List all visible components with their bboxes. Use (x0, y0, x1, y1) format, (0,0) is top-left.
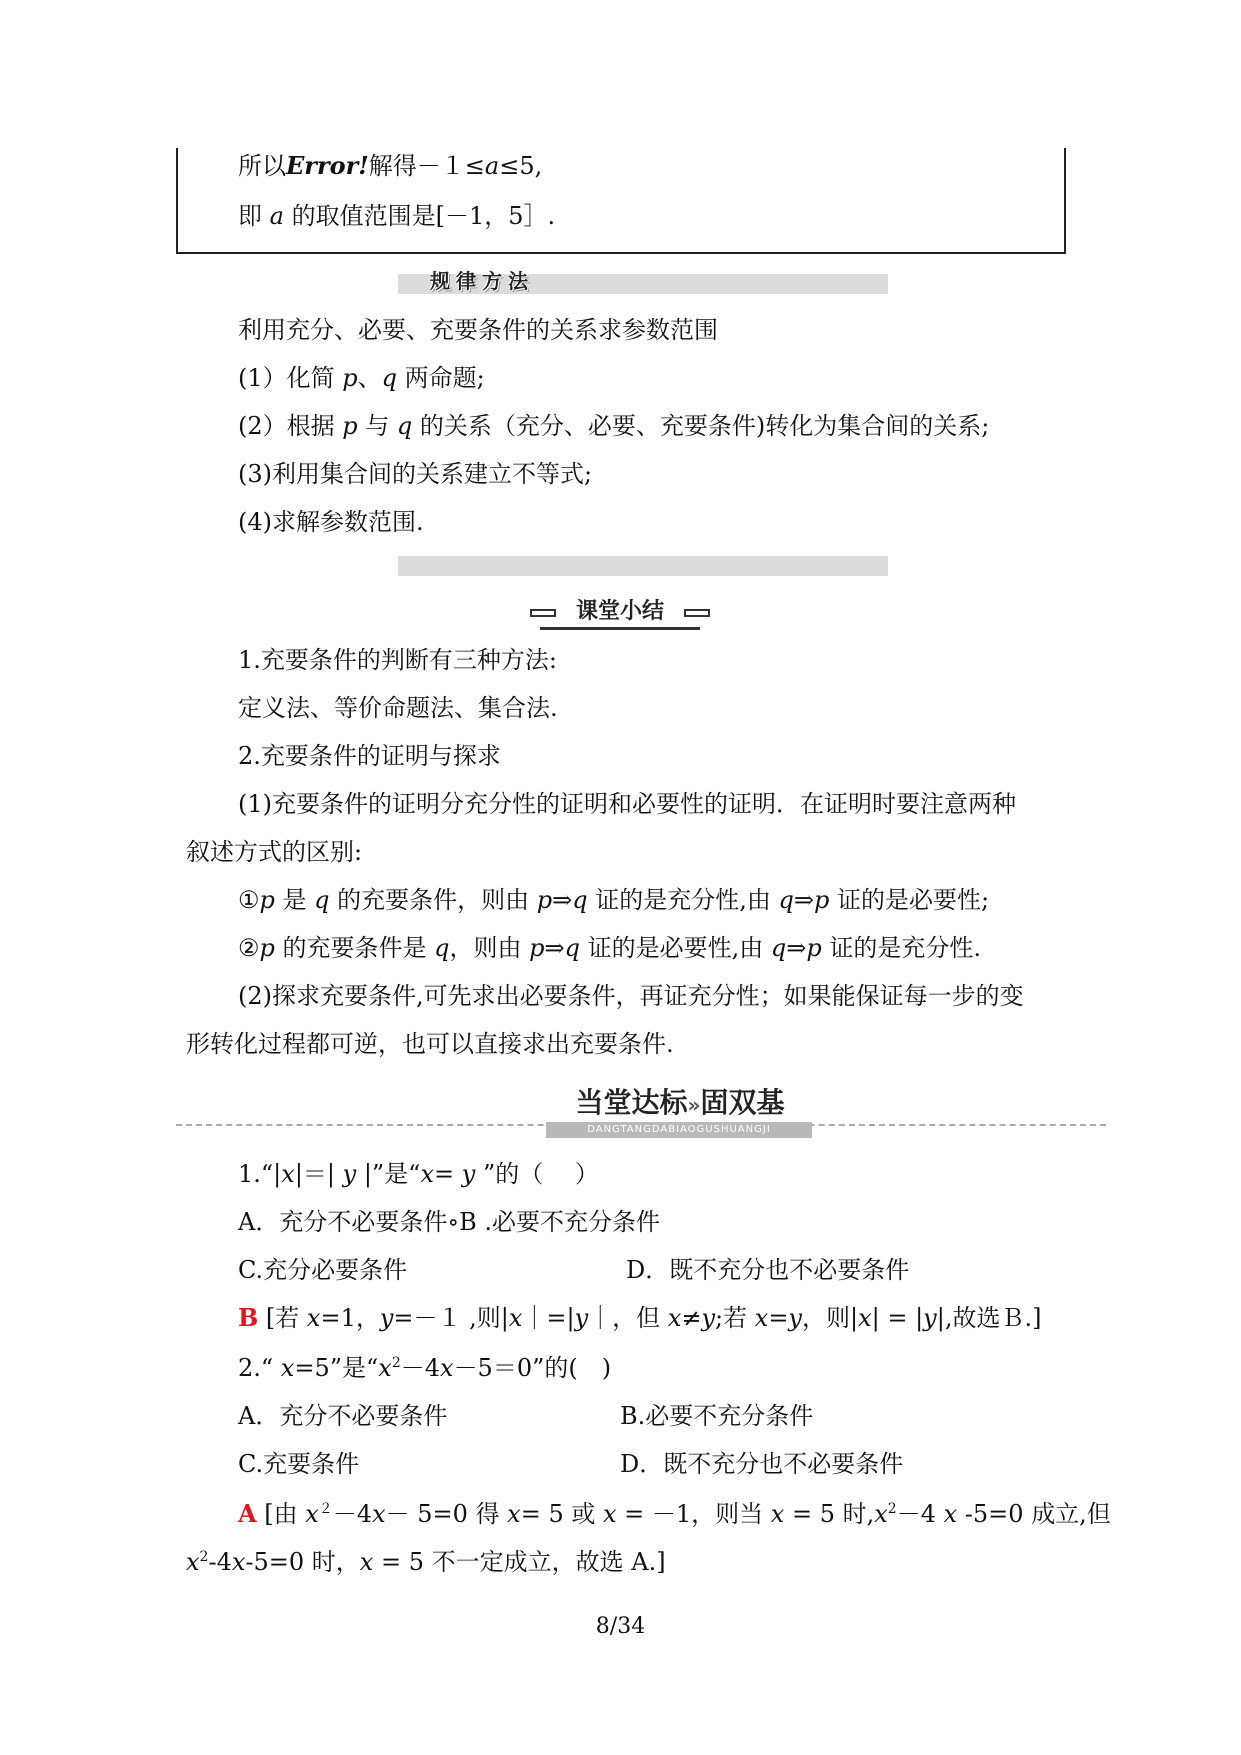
q1-answer: B (238, 1303, 259, 1332)
question-1: 1.“|x|＝| y |”是“x= y ”的（ ） (238, 1160, 599, 1188)
drill-subtitle: DANGTANGDABIAOGUSHUANGJI (546, 1122, 812, 1138)
q2-option-a: A．充分不必要条件 (238, 1402, 448, 1430)
method-label: 规律方法 (430, 269, 534, 293)
summary-p1: 1.充要条件的判断有三种方法: (238, 646, 557, 674)
summary-label: 课堂小结 (540, 597, 700, 630)
box-line-2: 即 a 的取值范围是[－1，5］. (238, 202, 556, 230)
method-intro: 利用充分、必要、充要条件的关系求参数范围 (238, 316, 718, 344)
summary-p7b: 形转化过程都可逆，也可以直接求出充要条件. (186, 1030, 674, 1058)
summary-p3: 2.充要条件的证明与探求 (238, 742, 501, 770)
summary-p5: ①p 是 q 的充要条件，则由 p⇒q 证的是充分性,由 q⇒p 证的是必要性; (238, 886, 990, 914)
method-step-2: (2）根据 p 与 q 的关系（充分、必要、充要条件)转化为集合间的关系; (238, 412, 990, 440)
summary-p4b: 叙述方式的区别: (186, 838, 363, 866)
summary-p6: ②p 的充要条件是 q，则由 p⇒q 证的是必要性,由 q⇒p 证的是充分性. (238, 934, 982, 962)
summary-p2: 定义法、等价命题法、集合法. (238, 694, 558, 722)
question-2: 2.“ x=5”是“$x^2-4x-5=0$”的( ) (238, 1354, 612, 1382)
q2-explanation-1: A [由 $x^2-4x- 5=0$ 得 x= 5 或 x = －1，则当 x = 5 时$,x^2-4$ x -5=0 成立,但 (238, 1499, 1111, 1528)
q2-option-d: D．既不充分也不必要条件 (620, 1450, 904, 1478)
box-line-1: 所以Error!解得－１≤a≤5, (238, 151, 543, 180)
q2-option-b: B.必要不充分条件 (620, 1402, 814, 1430)
page-number: 8/34 (595, 1614, 646, 1639)
method-step-1: (1）化简 p、q 两命题; (238, 364, 485, 392)
q2-explanation-2: $x^2-4x-5=0$ 时，x = 5 不一定成立，故选 A.] (186, 1548, 666, 1576)
summary-p7a: (2)探求充要条件,可先求出必要条件，再证充分性；如果能保证每一步的变 (238, 982, 1024, 1010)
q1-option-c: C.充分必要条件 (238, 1256, 408, 1284)
q1-explanation: B [若 x=1，y=－１ ,则|x｜=|y｜，但 x≠y;若 x=y，则|x| = |y|,故选Ｂ.] (238, 1303, 1042, 1332)
method-step-3: (3)利用集合间的关系建立不等式; (238, 460, 593, 488)
summary-p4a: (1)充要条件的证明分充分性的证明和必要性的证明．在证明时要注意两种 (238, 790, 1016, 818)
method-step-4: (4)求解参数范围. (238, 508, 424, 536)
q1-option-d: D．既不充分也不必要条件 (626, 1256, 910, 1284)
q2-option-c: C.充要条件 (238, 1450, 360, 1478)
drill-title: 当堂达标»固双基 (550, 1086, 810, 1120)
method-end-band (398, 556, 888, 576)
q2-answer: A (238, 1499, 257, 1528)
q1-option-ab: A．充分不必要条件∘B .必要不充分条件 (238, 1208, 660, 1236)
